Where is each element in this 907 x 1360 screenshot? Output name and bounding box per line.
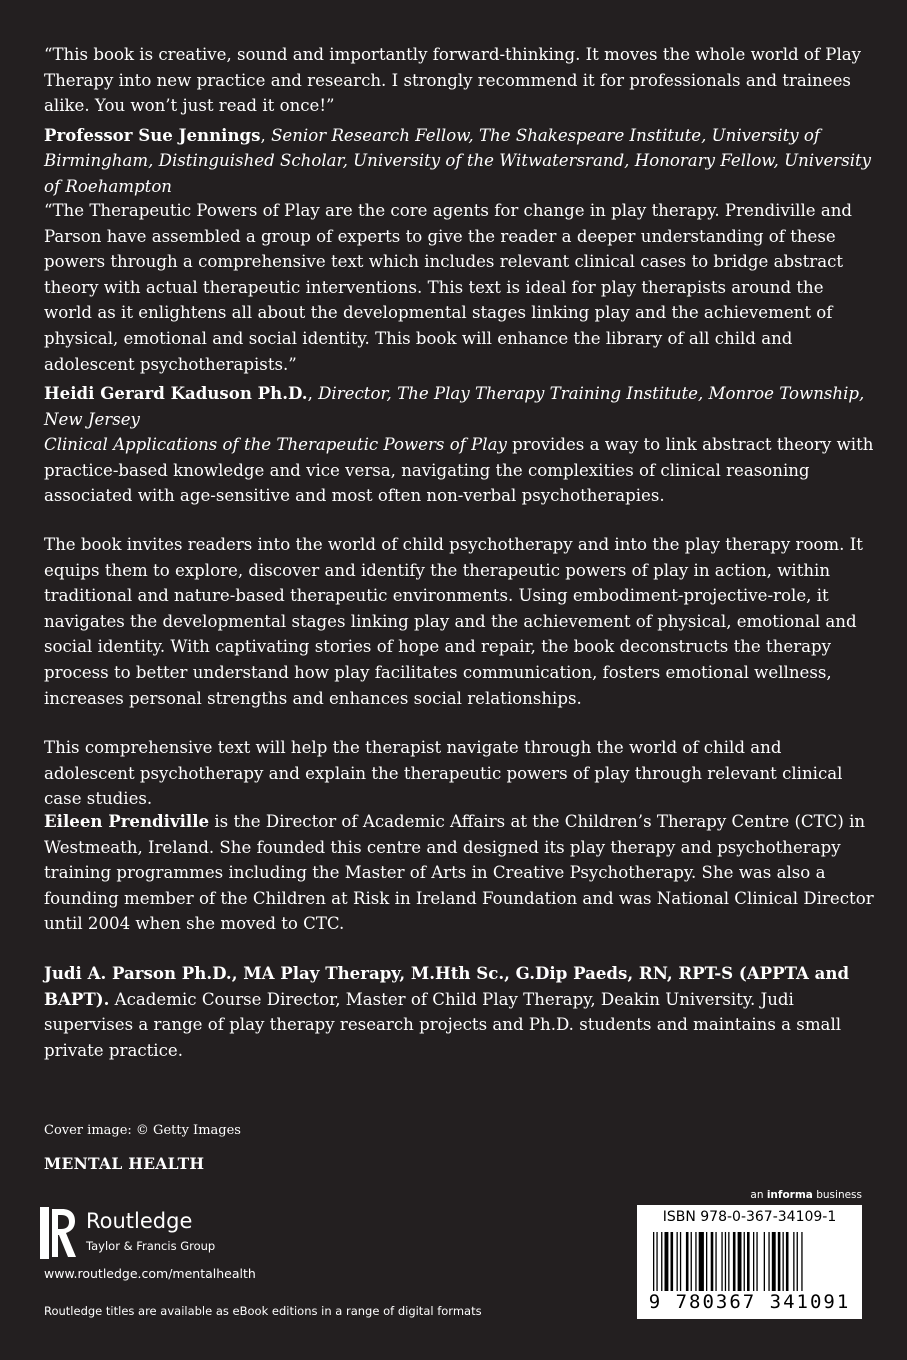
barcode-bar (728, 1232, 729, 1300)
barcode-bar (753, 1232, 754, 1300)
barcode-bar (671, 1232, 674, 1300)
barcode-bar (778, 1232, 781, 1300)
description-paragraph-1 (44, 432, 874, 509)
barcode-bar (793, 1232, 794, 1300)
description-paragraph-3 (44, 735, 874, 812)
barcode-bar (699, 1232, 704, 1300)
informa-brand: informa (766, 1189, 813, 1201)
barcode-bar (653, 1232, 654, 1300)
barcode-bar (715, 1232, 716, 1300)
quote-author-affiliation: Director, The Play Therapy Training Institute, Monroe Township, New Jersey (44, 384, 865, 429)
author-bio: is the Director of Academic Affairs at the Children’s Therapy Centre (CTC) in Westmeath, Ireland. She founded this centre and designed its play therapy and psychotherapy training programmes including the Master of Arts in Creative Psychotherapy. She was also a founding member of the Children at Risk in Ireland Foundation and was National Clinical Director until 2004 when she moved to CTC. (44, 812, 874, 934)
quote-author-affiliation: Senior Research Fellow, The Shakespeare Institute, University of Birmingham, Distinguished Scholar, University of the Witwatersrand, Honorary Fellow, University of Roehampton (44, 125, 872, 196)
description-text: provides a way to link abstract theory with practice-based knowledge and vice versa, navigating the complexities of clinical reasoning associated with age-sensitive and most often non-verbal psychotherapies. (44, 435, 874, 506)
author-name: Eileen Prendiville (44, 811, 210, 831)
book-title: Clinical Applications of the Therapeutic Powers of Play (44, 435, 507, 454)
description-text: This comprehensive text will help the therapist navigate through the world of child and adolescent psychotherapy and explain the therapeutic powers of play through relevant clinical case studies. (44, 738, 843, 809)
barcode-bar (783, 1232, 784, 1300)
barcode-bar (764, 1232, 765, 1300)
barcode-bars (651, 1232, 848, 1300)
barcode (637, 1205, 862, 1319)
quote-attribution: Heidi Gerard Kaduson Ph.D., Director, The Play Therapy Training Institute, Monroe Township, New Jersey (44, 383, 865, 429)
barcode-bar (738, 1232, 742, 1300)
publisher-name: Routledge (86, 1209, 193, 1233)
barcode-bar (691, 1232, 692, 1300)
quote-text: “This book is creative, sound and importantly forward-thinking. It moves the whole world of Play Therapy into new practice and research. I strongly recommend it for professionals and trainees alike. You won’t just read it once!” (44, 45, 862, 116)
barcode-bar (756, 1232, 757, 1300)
routledge-r-icon (40, 1207, 76, 1259)
publisher-logo (40, 1207, 240, 1263)
author-bio: Academic Course Director, Master of Child Play Therapy, Deakin University. Judi supervises a range of play therapy research projects and Ph.D. students and maintains a small private practice. (44, 989, 842, 1060)
quote-author-name: Professor Sue Jennings (44, 124, 261, 145)
barcode-bar (725, 1232, 726, 1300)
isbn-label: ISBN 978-0-367-34109-1 (662, 1209, 837, 1225)
barcode-bar (772, 1232, 776, 1300)
publisher-group: Taylor & Francis Group (86, 1239, 216, 1253)
author-name: Judi A. Parson Ph.D., MA Play Therapy, M.Hth Sc., G.Dip Paeds, RN, RPT-S (APPTA and BAPT). (44, 963, 850, 1009)
barcode-bar (677, 1232, 678, 1300)
barcode-bar (797, 1232, 798, 1300)
description-text: The book invites readers into the world of child psychotherapy and into the play therapy room. It equips them to explore, discover and identify the therapeutic powers of play in action, within traditional and nature-based therapeutic environments. Using embodiment-projective-role, it navigates the developmental stages linking play and the achievement of physical, emotional and social identity. With captivating stories of hope and repair, the book deconstructs the therapy process to better understand how play facilitates communication, fosters emotional wellness, increases personal strengths and enhances social relationships. (44, 535, 863, 708)
author-bio-parson (44, 961, 874, 1063)
author-bio-prendiville (44, 809, 874, 937)
barcode-bar (768, 1232, 769, 1300)
barcode-bar (706, 1232, 707, 1300)
quote-heidi-kaduson (44, 198, 874, 432)
quote-text: “The Therapeutic Powers of Play are the core agents for change in play therapy. Prendiville and Parson have assembled a group of experts to give the reader a deeper understanding of these powers through a comprehensive text which includes relevant clinical cases to bridge abstract theory with actual therapeutic interventions. This text is ideal for play therapists around the world as it enlightens all about the developmental stages linking play and the achievement of physical, emotional and social identity. This book will enhance the library of all child and adolescent psychotherapists.” (44, 201, 853, 374)
description-paragraph-2 (44, 532, 874, 711)
barcode-bar (747, 1232, 750, 1300)
barcode-bar (680, 1232, 681, 1300)
quote-sue-jennings (44, 42, 874, 200)
barcode-bar (721, 1232, 722, 1300)
barcode-bar (801, 1232, 802, 1300)
barcode-bar (656, 1232, 657, 1300)
quote-attribution: Professor Sue Jennings, Senior Research Fellow, The Shakespeare Institute, University of Birmingham, Distinguished Scholar, University of the Witwatersrand, Honorary Fellow, University of Roehampton (44, 124, 872, 196)
subject-category: MENTAL HEALTH (44, 1154, 205, 1173)
barcode-digits: 9 780367 341091 (648, 1291, 851, 1313)
barcode-bar (733, 1232, 736, 1300)
barcode-bar (711, 1232, 714, 1300)
informa-tagline: an informa business (750, 1189, 862, 1201)
barcode-bar (661, 1232, 662, 1300)
barcode-bar (665, 1232, 669, 1300)
barcode-bar (695, 1232, 696, 1300)
barcode-bar (744, 1232, 745, 1300)
publisher-url: www.routledge.com/mentalhealth (44, 1266, 256, 1281)
cover-credit: Cover image: © Getty Images (44, 1123, 241, 1138)
quote-author-name: Heidi Gerard Kaduson Ph.D. (44, 383, 308, 404)
ebook-note: Routledge titles are available as eBook editions in a range of digital formats (44, 1304, 482, 1318)
barcode-bar (686, 1232, 689, 1300)
barcode-bar (786, 1232, 789, 1300)
